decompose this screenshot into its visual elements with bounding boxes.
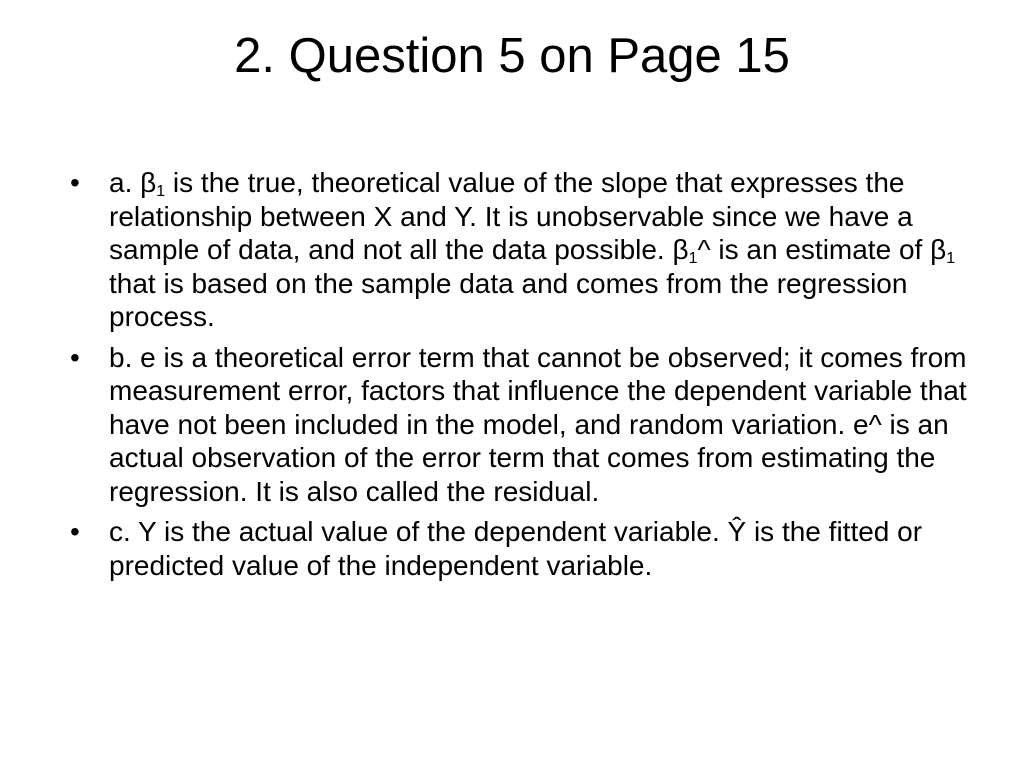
bullet-list	[68, 166, 968, 589]
bullet-item-b	[68, 341, 968, 509]
bullet-text-c: c. Y is the actual value of the dependent variable. Ŷ is the fitted or predicted value of the independent variable.	[109, 516, 923, 581]
bullet-a-text-2: is the true, theoretical value of the slope that expresses the relationship between X and Y. It is unobservable since we have a sample of data, and not all the data possible. β	[109, 167, 913, 265]
bullet-a-text-3: ^ is an estimate of β	[697, 234, 947, 265]
bullet-text-b: b. e is a theoretical error term that cannot be observed; it comes from measurement error, factors that influence the dependent variable that have not been included in the model, and random variation. e^ is an actual observation of the error term that comes from estimating the regression. It is also called the residual.	[109, 341, 967, 507]
bullet-icon: •	[70, 341, 80, 373]
bullet-text-a	[109, 166, 968, 334]
bullet-a-text-1: a. β	[109, 167, 157, 198]
bullet-a-text-4: that is based on the sample data and comes from the regression process.	[109, 267, 908, 332]
bullet-item-c	[68, 515, 968, 582]
bullet-a-subscript-2: 1	[688, 250, 698, 267]
bullet-item-a	[68, 166, 968, 334]
bullet-icon: •	[70, 516, 80, 547]
bullet-icon: •	[70, 167, 80, 198]
bullet-a-subscript-3: 1	[946, 250, 956, 267]
bullet-a-subscript-1: 1	[156, 183, 166, 200]
slide-title: 2. Question 5 on Page 15	[234, 29, 790, 83]
